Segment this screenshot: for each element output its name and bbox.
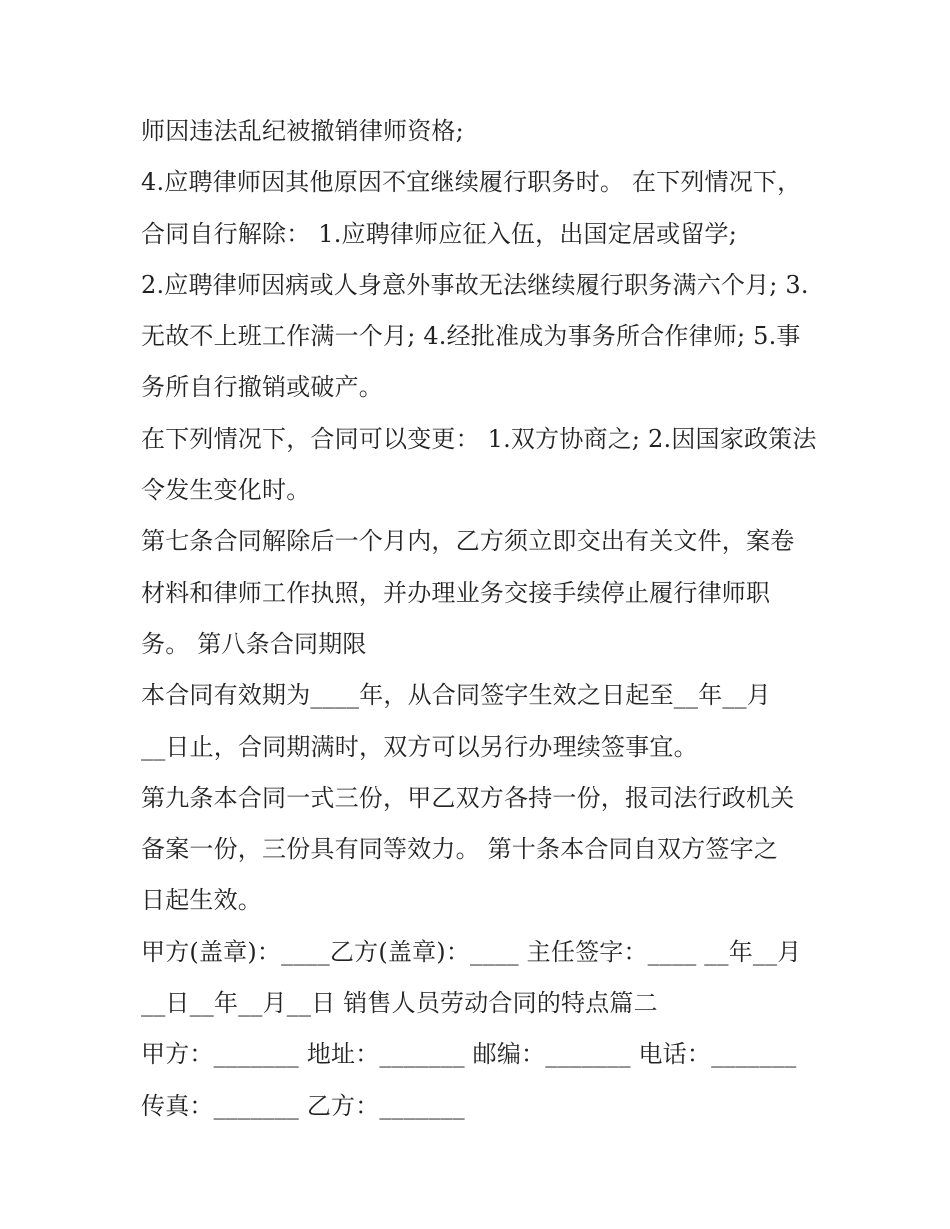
text-line: 务所自行撤销或破产。: [141, 373, 383, 402]
text-line: 备案一份，三份具有同等效力。 第十条本合同自双方签字之: [141, 835, 779, 864]
text-line: 在下列情况下，合同可以变更： 1.双方协商之; 2.因国家政策法: [141, 424, 817, 453]
text-line: 务。 第八条合同期限: [141, 629, 367, 658]
text-line: 合同自行解除： 1.应聘律师应征入伍，出国定居或留学;: [141, 219, 738, 248]
text-line: 2.应聘律师因病或人身意外事故无法继续履行职务满六个月; 3.: [141, 270, 809, 299]
text-line: 第九条本合同一式三份，甲乙双方各持一份，报司法行政机关: [141, 783, 795, 812]
text-line: 第七条合同解除后一个月内，乙方须立即交出有关文件，案卷: [141, 527, 795, 556]
text-line: 日起生效。: [141, 886, 262, 915]
text-line: 无故不上班工作满一个月; 4.经批准成为事务所合作律师; 5.事: [141, 322, 801, 351]
text-line: 4.应聘律师因其他原因不宜继续履行职务时。 在下列情况下，: [141, 168, 802, 197]
text-line: 师因违法乱纪被撤销律师资格;: [141, 117, 464, 145]
text-line: 甲方：_______ 地址：_______ 邮编：_______ 电话：_______: [141, 1040, 797, 1069]
text-line: __日__年__月__日 销售人员劳动合同的特点篇二: [141, 989, 658, 1018]
text-line: __日止，合同期满时，双方可以另行办理续签事宜。: [141, 732, 698, 761]
text-line: 本合同有效期为____年，从合同签字生效之日起至__年__月: [141, 681, 771, 710]
text-line: 甲方(盖章)：____乙方(盖章)：____ 主任签字：____ __年__月: [141, 937, 802, 966]
text-line: 传真：_______ 乙方：_______: [141, 1091, 465, 1120]
text-line: 令发生变化时。: [141, 476, 311, 505]
contract-text-body: [141, 106, 831, 1132]
text-line: 材料和律师工作执照，并办理业务交接手续停止履行律师职: [141, 578, 771, 607]
